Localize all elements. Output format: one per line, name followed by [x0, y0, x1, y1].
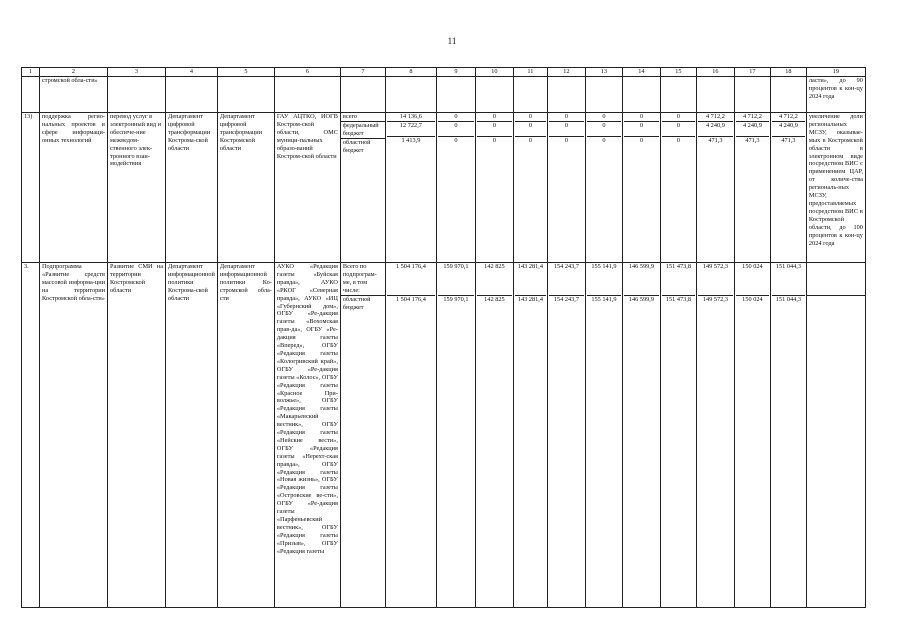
header-cell: 15 [660, 68, 696, 77]
source-regional: областной бюджет [341, 138, 385, 155]
row-number: 3. [22, 263, 40, 608]
value-cell: 150 024 150 024 [734, 263, 770, 608]
header-cell: 10 [475, 68, 513, 77]
indicator [806, 263, 865, 608]
value-cell: 14 136,6 12 722,7 1 413,9 [385, 113, 436, 263]
participants: АУКО «Редакция газеты «Буйская правда», АУКО «РКОГ «Северная правда», АУКО «ИЦ «Губернский дом», ОГБУ «Ре-дакция газеты «Вохомская прав-да», ОГБУ «Ре-дакция газеты «Вперед», ОГБУ «Редакция газеты «Кологривский край», ОГБУ «Ре-дакция газеты «Колос», ОГБУ «Редакция газеты «Красное При-волжье», ОГБУ «Редакция газеты «Макарьевский вестник», ОГБУ «Редакция газеты «Нейские вести», ОГБУ «Редакция газеты «Нерехт-ская правда», ОГБУ «Редакция газеты «Новая жизнь», ОГБУ «Редакция газеты «Островские ве-сти», ОГБУ «Ре-дакция газеты «Парфеньевский вестник», ОГБУ «Редакция газеты «Призыв», ОГБУ «Редакция газеты [274, 263, 340, 608]
value-cell: 1 504 176,4 1 504 176,4 [385, 263, 436, 608]
header-cell: 18 [770, 68, 806, 77]
source-regional: областной бюджет [341, 295, 385, 312]
table-row-3 [22, 263, 866, 608]
value-cell: 151 044,3 151 044,3 [770, 263, 806, 608]
value-cell: 146 599,9 146 599,9 [622, 263, 660, 608]
value-cell: 143 281,4 143 281,4 [513, 263, 547, 608]
coordinator: Департамент информационной политики Кострома-ской области [166, 263, 218, 608]
value-cell: 159 970,1 159 970,1 [436, 263, 475, 608]
header-cell: 17 [734, 68, 770, 77]
cont-indicator-cell: ласти», до 90 процентов к кон-цу 2024 года [806, 77, 865, 113]
funding-sources [340, 113, 385, 263]
source-total: Всего по подпрограм-ме, в том числе: [342, 263, 377, 294]
header-cell: 19 [806, 68, 865, 77]
header-cell: 9 [436, 68, 475, 77]
row-number: 13) [22, 113, 40, 263]
header-cell: 16 [696, 68, 734, 77]
cont-name-cell: стромской обла-сти» [40, 77, 108, 113]
value-cell: 142 825 142 825 [475, 263, 513, 608]
source-total: всего [342, 113, 358, 120]
value-cell: 154 243,7 154 243,7 [547, 263, 585, 608]
header-cell: 3 [108, 68, 166, 77]
header-cell: 6 [274, 68, 340, 77]
value-cell: 155 141,9 155 141,9 [585, 263, 622, 608]
value-cell: 0 0 0 [547, 113, 585, 263]
value-cell: 0 0 0 [436, 113, 475, 263]
continuation-row [22, 77, 866, 113]
participants: ГАУ АЦТКО, ИОГВ Костром-ской области, ОМС муници-пальных образо-ваний Костром-ской области [274, 113, 340, 263]
value-cell: 4 712,2 4 240,9 471,3 [770, 113, 806, 263]
header-cell: 1 [22, 68, 40, 77]
funding-sources [340, 263, 385, 608]
subprogram-name: Подпрограмма «Развитие средств массовой информа-ции на территории Костромской обла-сти» [40, 263, 108, 608]
value-cell: 0 0 0 [660, 113, 696, 263]
value-cell: 151 473,8 151 473,8 [660, 263, 696, 608]
header-cell: 7 [340, 68, 385, 77]
indicator: увеличение доли региональных МСЗУ, оказывае-мых в Костромской области в электронном виде посредством ВИС с применением ЦАР, от количе-ства региональ-ных МСЗУ, предоставляемых посредством ВИС в Костромской области, до 100 процентов к кон-цу 2024 года [806, 113, 865, 263]
header-cell: 4 [166, 68, 218, 77]
header-cell: 11 [513, 68, 547, 77]
executor: Департамент информационной политики Ко-стромской обла-сти [217, 263, 274, 608]
subprogram-goal: Развитие СМИ на территории Костромской области [108, 263, 166, 608]
budget-table [21, 67, 866, 608]
source-federal: федеральный бюджет [341, 121, 385, 138]
header-cell: 13 [585, 68, 622, 77]
value-cell: 0 0 0 [585, 113, 622, 263]
header-cell: 12 [547, 68, 585, 77]
event-goal: перевод услуг в электронный вид и обеспече-ние межведом-ственного элек-тронного взаи-модействия [108, 113, 166, 263]
header-cell: 5 [217, 68, 274, 77]
value-cell: 4 712,2 4 240,9 471,3 [734, 113, 770, 263]
header-row [22, 68, 866, 77]
coordinator: Департамент цифровой трансформации Кострома-ской области [166, 113, 218, 263]
value-cell: 0 0 0 [513, 113, 547, 263]
table-row-13 [22, 113, 866, 263]
value-cell: 149 572,3 149 572,3 [696, 263, 734, 608]
value-cell: 0 0 0 [475, 113, 513, 263]
event-name: поддержка регио-нальных проектов в сфере информаци-онных технологий [40, 113, 108, 263]
header-cell: 2 [40, 68, 108, 77]
value-cell: 4 712,2 4 240,9 471,3 [696, 113, 734, 263]
header-cell: 14 [622, 68, 660, 77]
header-cell: 8 [385, 68, 436, 77]
value-cell: 0 0 0 [622, 113, 660, 263]
page-number: 11 [447, 36, 457, 46]
executor: Департамент цифровой трансформации Костромской области [217, 113, 274, 263]
